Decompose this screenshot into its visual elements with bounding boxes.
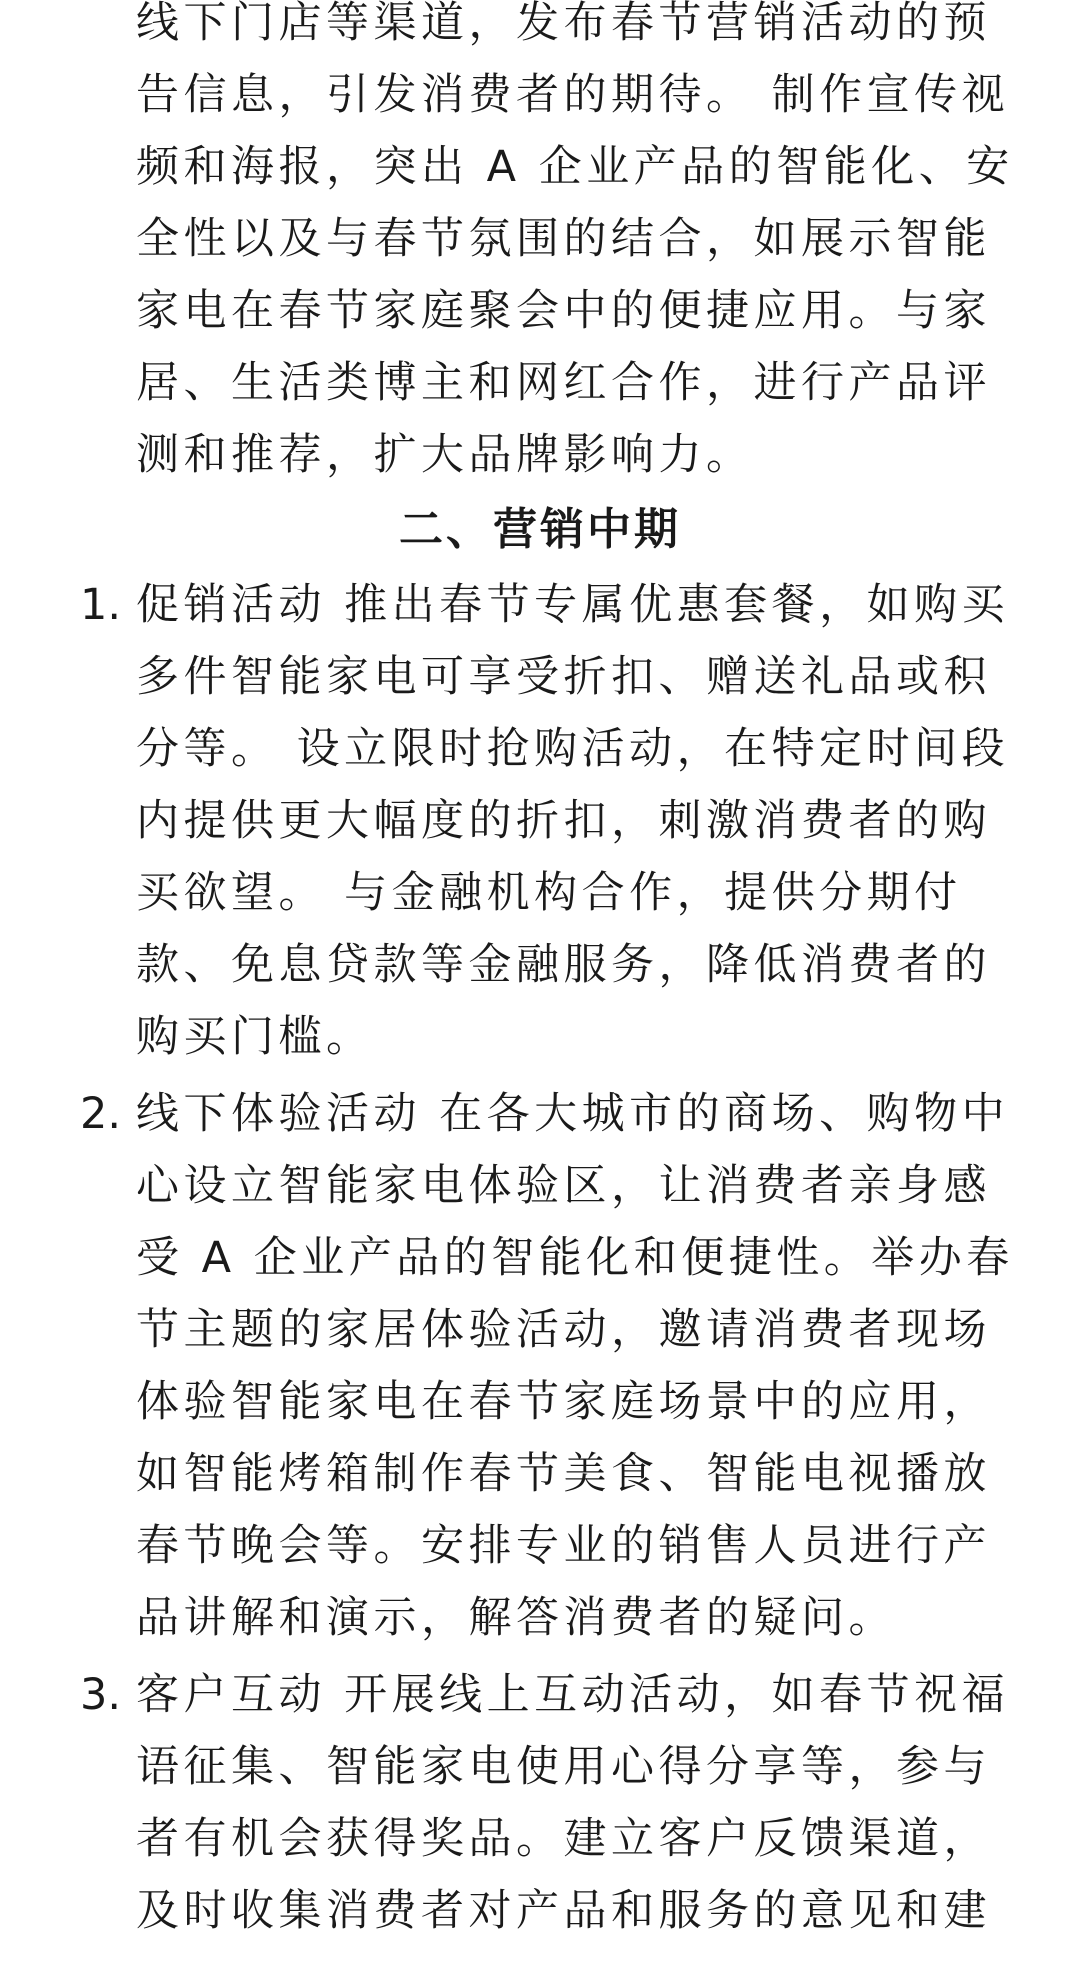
text-line: 及时收集消费者对产品和服务的意见和建: [136, 1886, 991, 1936]
item-number: 1.: [80, 580, 122, 630]
text-line: 线下体验活动 在各大城市的商场、购物中: [136, 1089, 1010, 1139]
text-line: 多件智能家电可享受折扣、赠送礼品或积: [136, 652, 991, 702]
text-line: 测和推荐，扩大品牌影响力。: [136, 430, 754, 480]
text-line: 品讲解和演示，解答消费者的疑问。: [136, 1593, 896, 1643]
text-line: 款、免息贷款等金融服务，降低消费者的: [136, 940, 991, 990]
text-line: 如智能烤箱制作春节美食、智能电视播放: [136, 1449, 991, 1499]
text-line: 买欲望。 与金融机构合作，提供分期付: [136, 868, 962, 918]
text-line: 春节晚会等。安排专业的销售人员进行产: [136, 1521, 991, 1571]
text-line: 促销活动 推出春节专属优惠套餐，如购买: [136, 580, 1010, 630]
text-line: 频和海报，突出 A 企业产品的智能化、安: [136, 142, 1014, 192]
section-heading: 二、营销中期: [399, 504, 681, 555]
text-line: 客户互动 开展线上互动活动，如春节祝福: [136, 1670, 1010, 1720]
text-line: 全性以及与春节氛围的结合，如展示智能: [136, 214, 991, 264]
text-line: 家电在春节家庭聚会中的便捷应用。与家: [136, 286, 991, 336]
text-line: 受 A 企业产品的智能化和便捷性。举办春: [136, 1233, 1014, 1283]
item-number: 2.: [80, 1089, 122, 1139]
text-line: 节主题的家居体验活动，邀请消费者现场: [136, 1305, 991, 1355]
text-line: 者有机会获得奖品。建立客户反馈渠道，: [136, 1814, 991, 1864]
text-line: 语征集、智能家电使用心得分享等，参与: [136, 1742, 991, 1792]
text-line: 告信息，引发消费者的期待。 制作宣传视: [136, 70, 1010, 120]
item-number: 3.: [80, 1670, 122, 1720]
text-line: 居、生活类博主和网红合作，进行产品评: [136, 358, 991, 408]
text-line: 心设立智能家电体验区，让消费者亲身感: [136, 1161, 991, 1211]
text-line: 分等。 设立限时抢购活动，在特定时间段: [136, 724, 1010, 774]
text-line: 体验智能家电在春节家庭场景中的应用，: [136, 1377, 991, 1427]
text-line: 线下门店等渠道，发布春节营销活动的预: [136, 0, 991, 48]
text-line: 内提供更大幅度的折扣，刺激消费者的购: [136, 796, 991, 846]
text-line: 购买门槛。: [136, 1012, 374, 1062]
